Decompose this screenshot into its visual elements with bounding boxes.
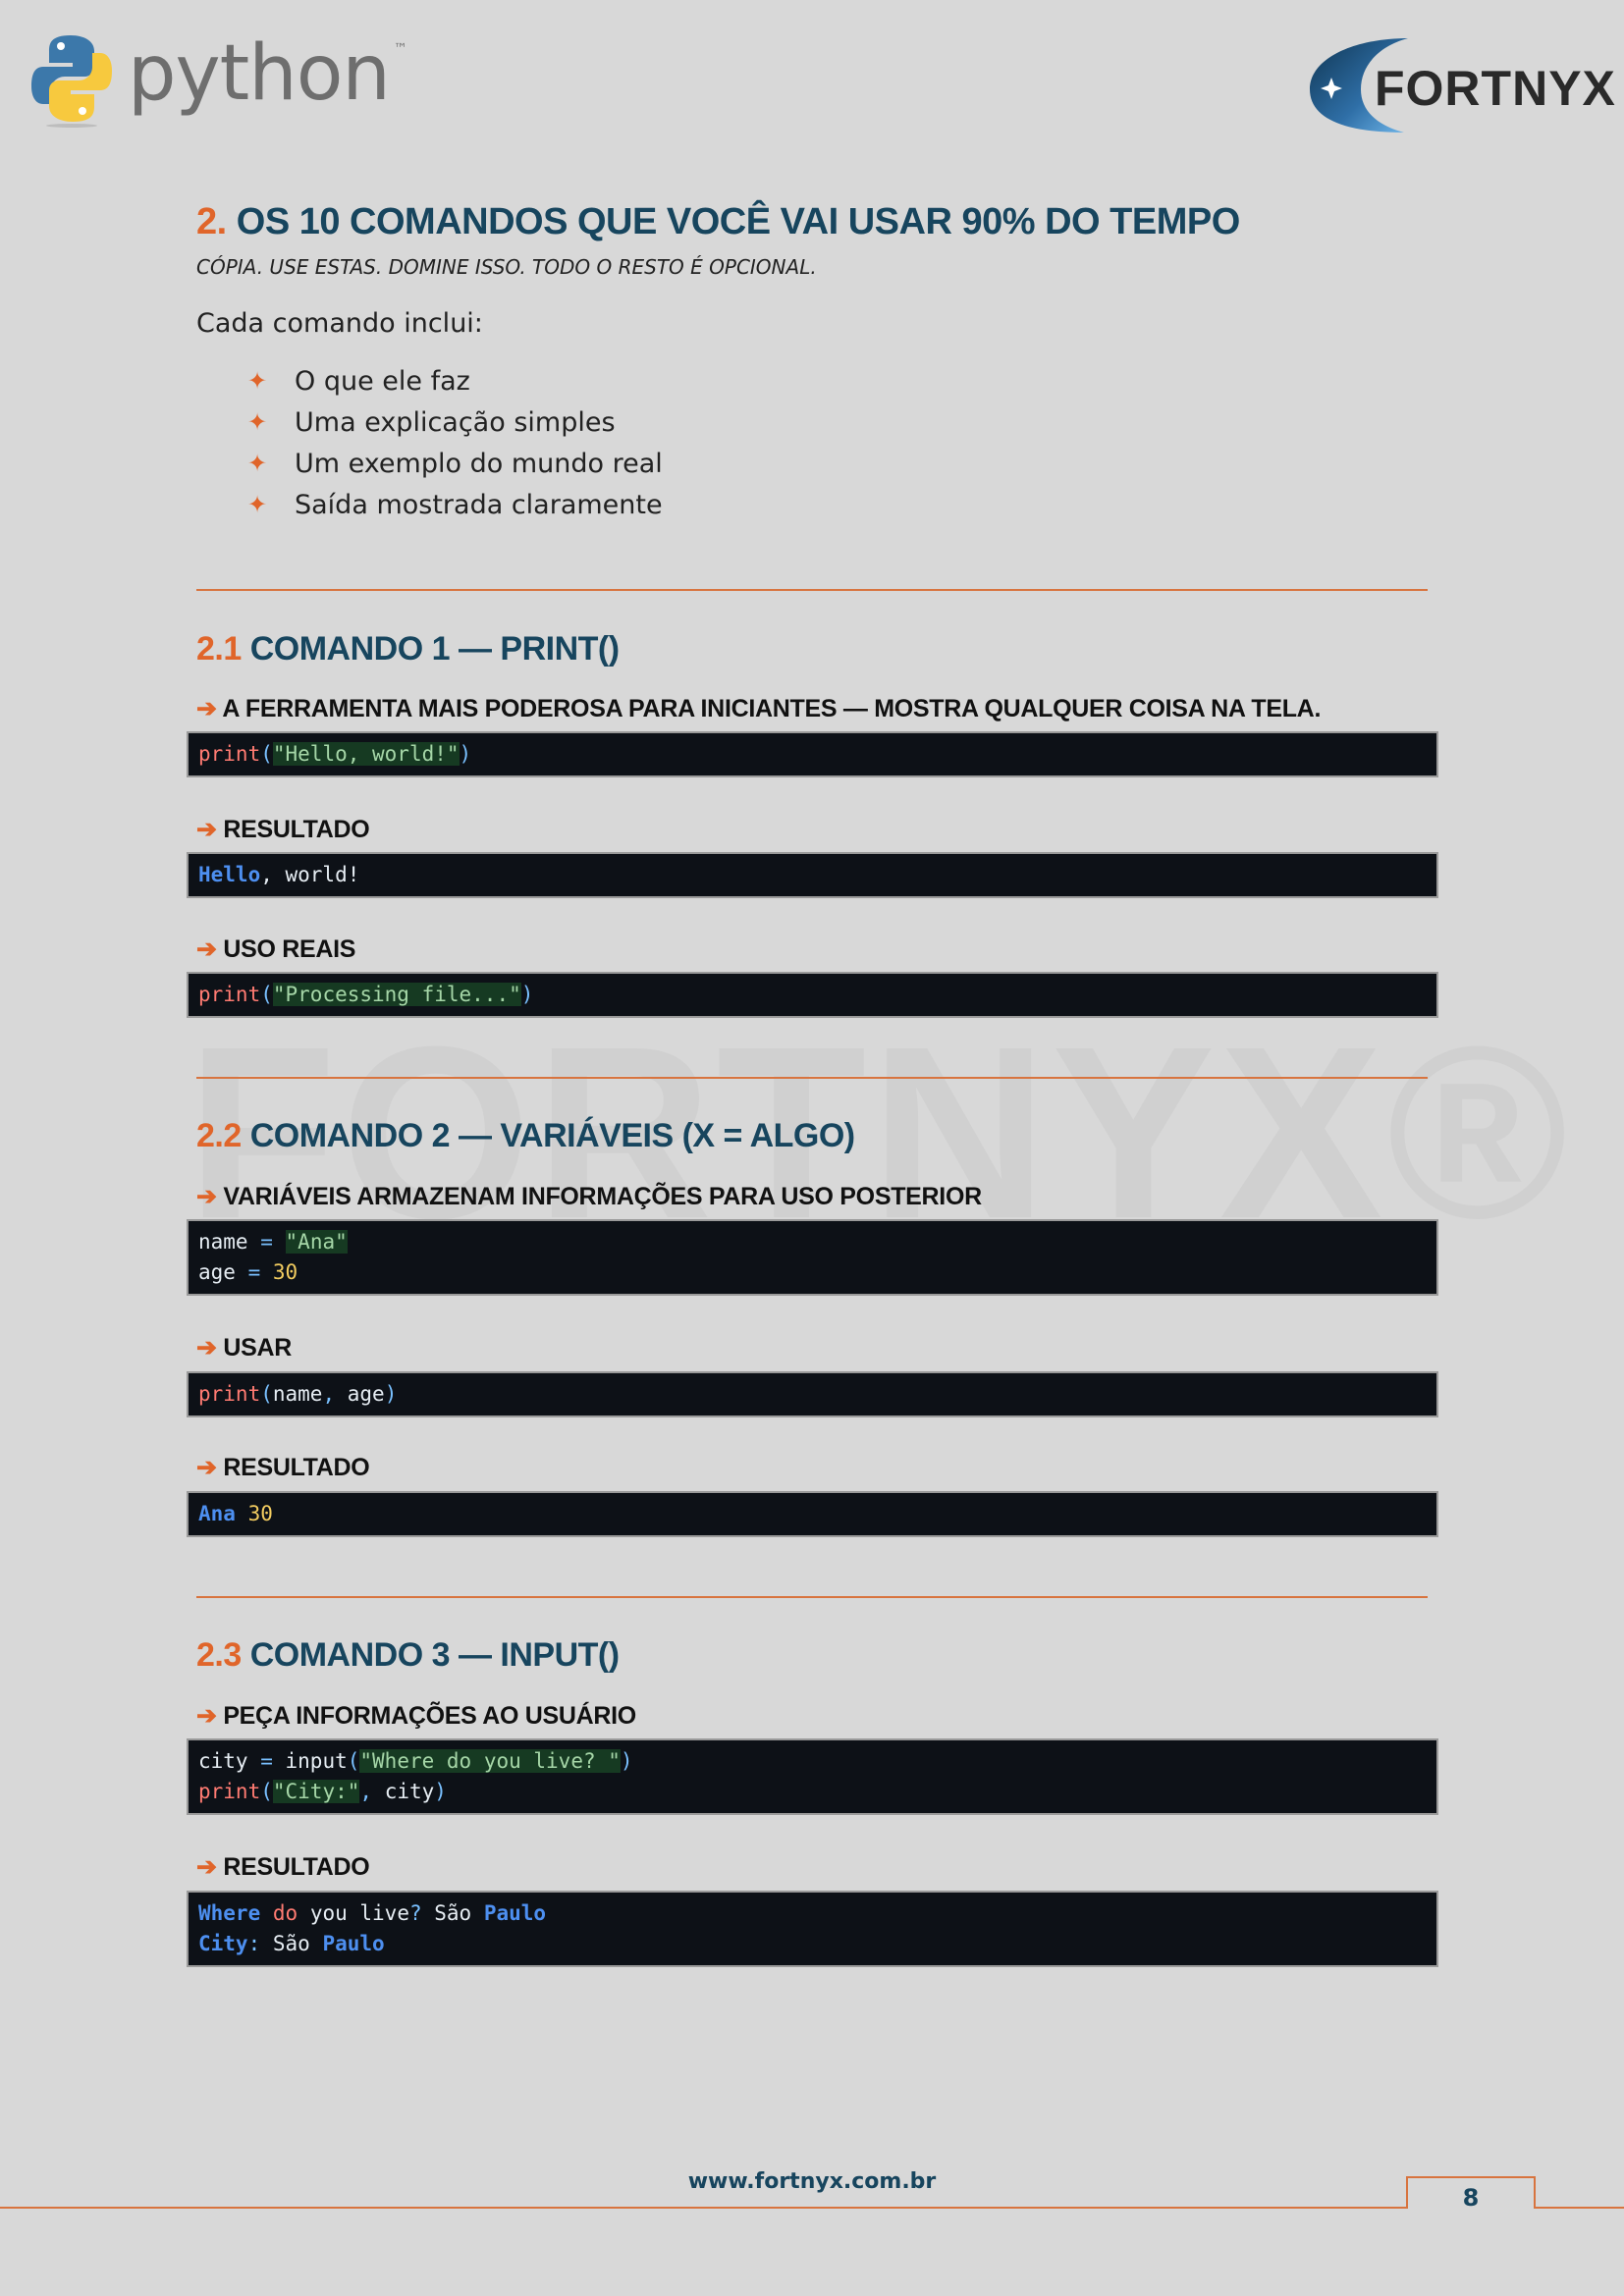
feature-list: [247, 360, 1437, 525]
footer-website-link[interactable]: www.fortnyx.com.br: [687, 2169, 937, 2194]
use-label: ➔ USAR: [196, 1334, 292, 1362]
section-desc-label: ➔ A FERRAMENTA MAIS PODEROSA PARA INICIANTES — MOSTRA QUALQUER COISA NA TELA.: [196, 695, 1322, 722]
arrow-right-icon: ➔: [196, 816, 217, 843]
result-label: ➔ RESULTADO: [196, 1853, 370, 1881]
section-desc-label: ➔ PEÇA INFORMAÇÕES AO USUÁRIO: [196, 1702, 636, 1730]
title-number: 2.: [196, 201, 227, 242]
subtitle: CÓPIA. USE ESTAS. DOMINE ISSO. TODO O RESTO É OPCIONAL.: [196, 255, 817, 279]
code-block: name = "Ana" age = 30: [187, 1219, 1438, 1296]
sparkle-bullet-icon: ✦: [247, 450, 268, 477]
arrow-right-icon: ➔: [196, 1454, 217, 1481]
uses-label: ➔ USO REAIS: [196, 935, 356, 963]
sparkle-bullet-icon: ✦: [247, 408, 268, 436]
intro-text: Cada comando inclui:: [196, 308, 483, 339]
list-item: ✦ Uma explicação simples: [247, 406, 616, 438]
list-item: ✦ Um exemplo do mundo real: [247, 448, 663, 479]
code-block: city = input("Where do you live? ") print("City:", city): [187, 1738, 1438, 1815]
page-title: [196, 201, 1437, 243]
fortnyx-logo: [1306, 34, 1616, 137]
arrow-right-icon: ➔: [196, 1183, 217, 1210]
arrow-right-icon: ➔: [196, 1853, 217, 1881]
section-divider: [196, 589, 1428, 591]
code-block: print("Hello, world!"): [187, 731, 1438, 777]
section-desc-label: ➔ VARIÁVEIS ARMAZENAM INFORMAÇÕES PARA USO POSTERIOR: [196, 1183, 982, 1210]
result-label: ➔ RESULTADO: [196, 816, 370, 843]
fortnyx-wordmark: FORTNYX: [1375, 61, 1616, 116]
section-title-2-1: 2.1 COMANDO 1 — PRINT(): [196, 630, 620, 667]
python-snake-icon: [29, 29, 114, 128]
section-divider: [196, 1077, 1428, 1079]
arrow-right-icon: ➔: [196, 935, 217, 963]
list-item: ✦ O que ele faz: [247, 365, 470, 397]
arrow-right-icon: ➔: [196, 1702, 217, 1730]
chapter-intro: [196, 201, 1437, 525]
arrow-right-icon: ➔: [196, 1334, 217, 1362]
page-number: 8: [1406, 2176, 1536, 2209]
sparkle-bullet-icon: ✦: [247, 367, 268, 395]
python-wordmark: python: [128, 29, 390, 118]
list-item: ✦ Saída mostrada claramente: [247, 489, 663, 520]
python-logo: [29, 29, 407, 128]
section-title-2-3: 2.3 COMANDO 3 — INPUT(): [196, 1636, 620, 1674]
code-block: print("Processing file..."): [187, 972, 1438, 1018]
output-block: Hello, world!: [187, 852, 1438, 898]
trademark-mark: ™: [393, 41, 407, 57]
output-block: Where do you live? São Paulo City: São Paulo: [187, 1891, 1438, 1967]
code-block: print(name, age): [187, 1371, 1438, 1417]
arrow-right-icon: ➔: [196, 695, 217, 722]
sparkle-bullet-icon: ✦: [247, 491, 268, 518]
section-divider: [196, 1596, 1428, 1598]
title-text: OS 10 COMANDOS QUE VOCÊ VAI USAR 90% DO TEMPO: [236, 201, 1240, 242]
section-title-2-2: 2.2 COMANDO 2 — VARIÁVEIS (X = ALGO): [196, 1117, 855, 1154]
page-header: [0, 0, 1624, 147]
output-block: Ana 30: [187, 1491, 1438, 1537]
result-label: ➔ RESULTADO: [196, 1454, 370, 1481]
footer-divider: [0, 2207, 1624, 2209]
